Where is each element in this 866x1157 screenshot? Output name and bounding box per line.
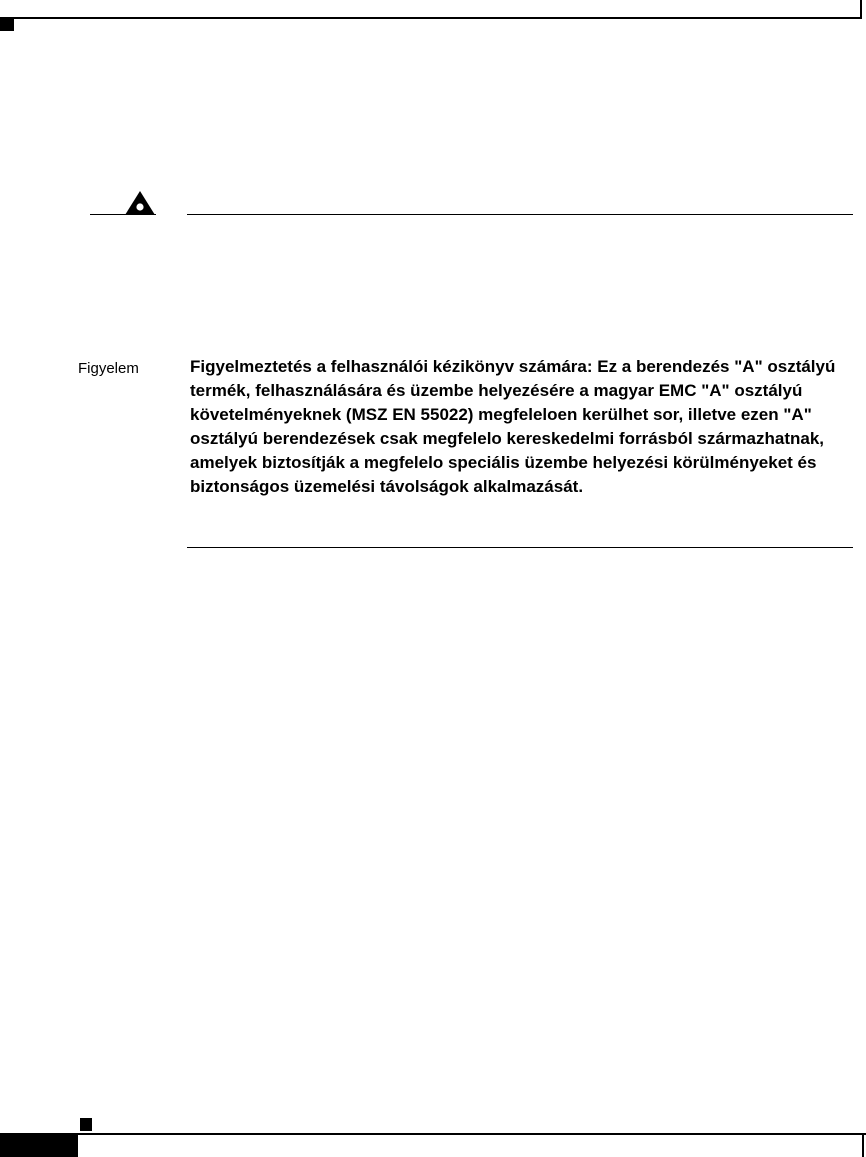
bottom-left-bar xyxy=(0,1133,78,1157)
warning-label: Figyelem xyxy=(78,360,139,377)
label-rule xyxy=(90,214,156,215)
top-rule xyxy=(0,17,862,19)
bottom-right-tick xyxy=(862,1133,864,1157)
bottom-square-mark xyxy=(80,1118,92,1131)
warning-triangle-icon xyxy=(124,190,156,216)
top-right-tick xyxy=(860,0,862,19)
content-rule-top xyxy=(187,214,853,215)
content-rule-bottom xyxy=(187,547,853,548)
warning-text: Figyelmeztetés a felhasználói kézikönyv számára: Ez a berendezés "A" osztályú termék, felhasználására és üzembe helyezésére a magyar EMC "A" osztályú követelményeknek (MSZ EN 55022) megfeleloen kerülhet sor, illetve ezen "A" osztályú berendezések csak megfelelo kereskedelmi forrásból származhatnak, amelyek biztosítják a megfelelo speciális üzembe helyezési körülményeket és biztonságos üzemelési távolságok alkalmazását. xyxy=(190,357,836,496)
bottom-rule xyxy=(0,1133,866,1135)
top-left-mark xyxy=(0,19,14,31)
